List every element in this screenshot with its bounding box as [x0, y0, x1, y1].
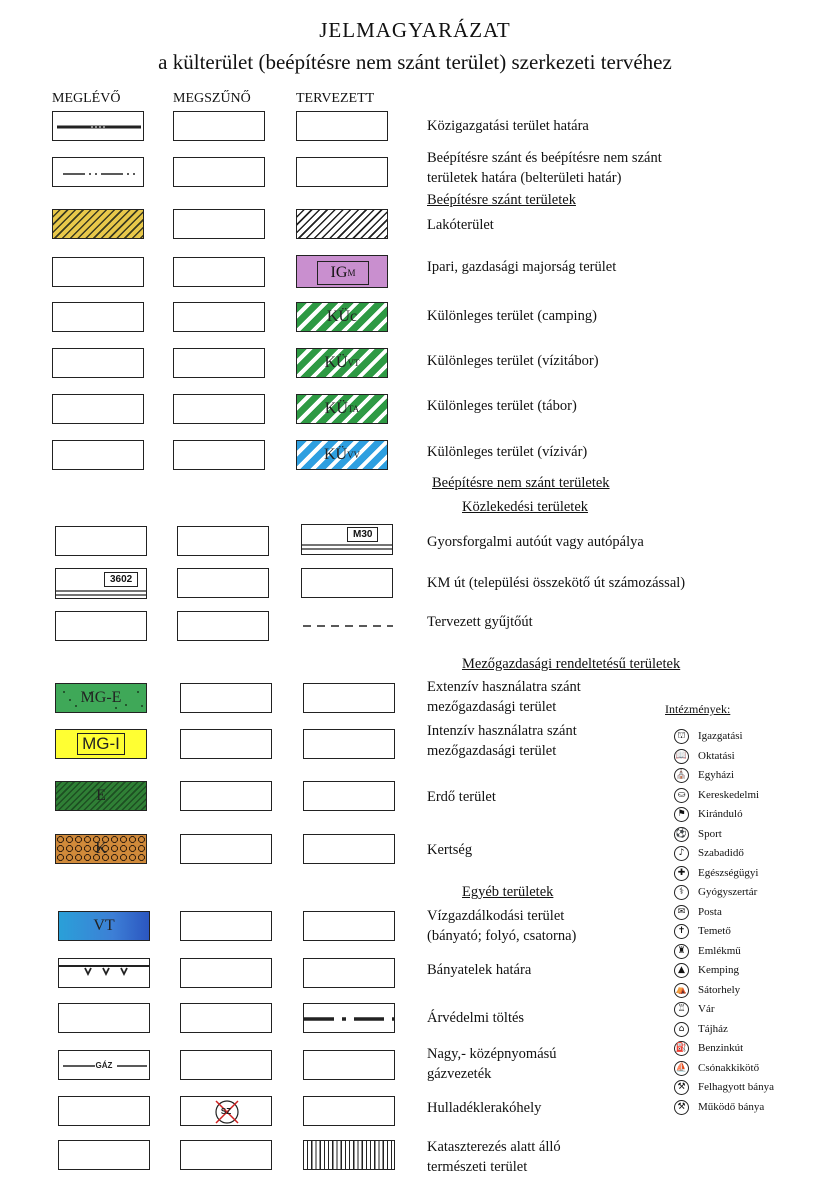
legend-flood-discontinued	[180, 1003, 272, 1033]
section-built: Beépítésre szánt területek	[427, 192, 576, 208]
pharmacy-icon: ⚕	[674, 885, 689, 900]
institution-label: Vár	[698, 1003, 715, 1015]
legend-intensive-agri-existing: MG-I	[55, 729, 147, 759]
label-intensive-agri: Intenzív használatra szánt mezőgazdasági terület	[427, 723, 577, 759]
legend-protected-discontinued	[180, 1140, 272, 1170]
sport-icon: ⚽	[674, 827, 689, 842]
institution-item	[674, 844, 744, 862]
institution-label: Egyházi	[698, 769, 735, 781]
institution-label: Tájház	[698, 1023, 728, 1035]
legend-flood-existing	[58, 1003, 150, 1033]
legend-collector-existing	[55, 611, 147, 641]
education-icon: 📖	[674, 749, 689, 764]
legend-waste-discontinued: SZ	[180, 1096, 272, 1126]
legend-forest-existing: E	[55, 781, 147, 811]
boat-icon: ⛵	[674, 1061, 689, 1076]
health-icon: ✚	[674, 866, 689, 881]
institution-label: Működő bánya	[698, 1101, 765, 1113]
legend-quarry-planned	[303, 958, 395, 988]
legend-expressway-discontinued	[177, 526, 269, 556]
legend-special-watercamp-discontinued	[173, 348, 265, 378]
label-flood: Árvédelmi töltés	[427, 1010, 525, 1026]
legend-gas-existing: GÁZ	[58, 1050, 150, 1080]
legend-expressway-planned: M30	[301, 524, 393, 555]
legend-inner-boundary-existing	[52, 157, 144, 187]
legend-special-camping-existing	[52, 302, 144, 332]
abandoned-mine-icon: ⚒	[674, 1080, 689, 1095]
legend-waste-existing	[58, 1096, 150, 1126]
label-protected: Kataszterezés alatt álló természeti terület	[427, 1139, 561, 1175]
legend-water-planned	[303, 911, 395, 941]
institution-label: Kiránduló	[698, 808, 743, 820]
monument-icon: ♜	[674, 944, 689, 959]
label-waste: Hulladéklerakóhely	[427, 1100, 542, 1116]
institution-item	[674, 1098, 764, 1116]
institutions-header: Intézmények:	[665, 702, 731, 716]
legend-km-road-discontinued	[177, 568, 269, 598]
administration-icon: ⛫	[674, 729, 689, 744]
legend-industrial-discontinued	[173, 257, 265, 287]
institution-label: Benzinkút	[698, 1042, 744, 1054]
legend-collector-planned	[301, 611, 393, 641]
column-existing: MEGLÉVŐ	[52, 91, 121, 106]
page-subtitle: a külterület (beépítésre nem szánt terület) szerkezeti tervéhez	[158, 50, 672, 74]
active-mine-icon: ⚒	[674, 1100, 689, 1115]
legend-residential-discontinued	[173, 209, 265, 239]
institution-label: Sport	[698, 828, 722, 840]
legend-residential-existing	[52, 209, 144, 239]
institution-item	[674, 766, 734, 784]
institution-label: Szabadidő	[698, 847, 744, 859]
church-icon: ⛪	[674, 768, 689, 783]
institution-item	[674, 805, 743, 823]
institution-item	[674, 1059, 759, 1077]
legend-waste-planned	[303, 1096, 395, 1126]
legend-garden-discontinued	[180, 834, 272, 864]
legend-inner-boundary-planned	[296, 157, 388, 187]
institution-item	[674, 883, 757, 901]
section-agri: Mezőgazdasági rendeltetésű területek	[462, 656, 681, 672]
legend-industrial-existing	[52, 257, 144, 287]
institution-label: Oktatási	[698, 750, 735, 762]
label-garden: Kertség	[427, 842, 473, 858]
legend-extensive-agri-discontinued	[180, 683, 272, 713]
legend-quarry-existing	[58, 958, 150, 988]
institution-label: Gyógyszertár	[698, 886, 758, 898]
legend-forest-discontinued	[180, 781, 272, 811]
label-special-watercastle: Különleges terület (vízivár)	[427, 444, 588, 460]
legend-forest-planned	[303, 781, 395, 811]
legend-admin-boundary-planned	[296, 111, 388, 141]
institution-item	[674, 1039, 743, 1057]
institution-label: Kemping	[698, 964, 739, 976]
institution-item	[674, 922, 731, 940]
institution-item	[674, 903, 722, 921]
legend-special-watercamp-planned: KÜ VT	[296, 348, 388, 378]
castle-icon: ♖	[674, 1002, 689, 1017]
label-residential: Lakóterület	[427, 217, 494, 233]
fuel-icon: ⛽	[674, 1041, 689, 1056]
legend-protected-planned	[303, 1140, 395, 1170]
institution-item	[674, 1078, 774, 1096]
institution-item	[674, 825, 722, 843]
column-planned: TERVEZETT	[296, 91, 375, 106]
institution-item	[674, 864, 758, 882]
label-water: Vízgazdálkodási terület (bányató; folyó, csatorna)	[427, 908, 577, 944]
label-collector: Tervezett gyűjtőút	[427, 614, 533, 630]
institution-item	[674, 786, 759, 804]
legend-expressway-existing	[55, 526, 147, 556]
institution-item	[674, 1020, 728, 1038]
legend-intensive-agri-planned	[303, 729, 395, 759]
legend-inner-boundary-discontinued	[173, 157, 265, 187]
institution-label: Posta	[698, 906, 722, 918]
legend-special-watercastle-planned: KÜ VV	[296, 440, 388, 470]
legend-special-watercastle-existing	[52, 440, 144, 470]
tent-icon: ⛺	[674, 983, 689, 998]
legend-km-road-planned	[301, 568, 393, 598]
legend-special-camp-discontinued	[173, 394, 265, 424]
legend-water-discontinued	[180, 911, 272, 941]
legend-special-camp-existing	[52, 394, 144, 424]
legend-quarry-discontinued	[180, 958, 272, 988]
label-expressway: Gyorsforgalmi autóút vagy autópálya	[427, 534, 644, 550]
farmhouse-icon: ⌂	[674, 1022, 689, 1037]
institution-label: Felhagyott bánya	[698, 1081, 775, 1093]
cemetery-icon: ✝	[674, 924, 689, 939]
label-admin-boundary: Közigazgatási terület határa	[427, 118, 589, 134]
label-industrial: Ipari, gazdasági majorság terület	[427, 259, 617, 275]
label-extensive-agri: Extenzív használatra szánt mezőgazdasági terület	[427, 679, 581, 715]
institution-label: Kereskedelmi	[698, 789, 760, 801]
label-forest: Erdő terület	[427, 789, 496, 805]
legend-admin-boundary-discontinued	[173, 111, 265, 141]
legend-water-existing: VT	[58, 911, 150, 941]
legend-extensive-agri-planned	[303, 683, 395, 713]
legend-residential-planned	[296, 209, 388, 239]
legend-garden-existing: K	[55, 834, 147, 864]
institution-label: Igazgatási	[698, 730, 743, 742]
institution-item	[674, 1000, 715, 1018]
post-icon: ✉	[674, 905, 689, 920]
institution-label: Temető	[698, 925, 731, 937]
legend-admin-boundary-existing	[52, 111, 144, 141]
legend-special-watercamp-existing	[52, 348, 144, 378]
legend-gas-discontinued	[180, 1050, 272, 1080]
legend-special-camp-planned: KÜ TA	[296, 394, 388, 424]
label-inner-boundary: Beépítésre szánt és beépítésre nem szánt területek határa (belterületi határ)	[427, 150, 662, 186]
institution-label: Emlékmű	[698, 945, 741, 957]
commerce-icon: ⛀	[674, 788, 689, 803]
institution-label: Csónakkikötő	[698, 1062, 760, 1074]
label-quarry: Bányatelek határa	[427, 962, 532, 978]
institution-label: Egészségügyi	[698, 867, 759, 879]
section-nonbuilt: Beépítésre nem szánt területek	[432, 475, 610, 491]
section-transport: Közlekedési területek	[462, 499, 589, 515]
institution-item	[674, 961, 739, 979]
legend-special-camping-discontinued	[173, 302, 265, 332]
institution-item	[674, 727, 743, 745]
legend-extensive-agri-existing: MG-E	[55, 683, 147, 713]
institution-item	[674, 942, 741, 960]
institution-item	[674, 981, 740, 999]
label-special-watercamp: Különleges terület (vízitábor)	[427, 353, 599, 369]
legend-special-camping-planned: KÜc	[296, 302, 388, 332]
camping-icon: ▲	[674, 963, 689, 978]
excursion-icon: ⚑	[674, 807, 689, 822]
legend-garden-planned	[303, 834, 395, 864]
institution-label: Sátorhely	[698, 984, 741, 996]
legend-special-watercastle-discontinued	[173, 440, 265, 470]
legend-protected-existing	[58, 1140, 150, 1170]
leisure-icon: ♪	[674, 846, 689, 861]
label-special-camp: Különleges terület (tábor)	[427, 398, 577, 414]
legend-intensive-agri-discontinued	[180, 729, 272, 759]
institution-item	[674, 747, 735, 765]
label-special-camping: Különleges terület (camping)	[427, 308, 597, 324]
legend-flood-planned	[303, 1003, 395, 1033]
page-title: JELMAGYARÁZAT	[319, 18, 511, 42]
legend-gas-planned	[303, 1050, 395, 1080]
column-discontinued: MEGSZŰNŐ	[173, 91, 251, 106]
legend-km-road-existing: 3602	[55, 568, 147, 599]
label-km-road: KM út (települési összekötő út számozással)	[427, 575, 686, 591]
section-other: Egyéb területek	[462, 884, 554, 900]
legend-collector-discontinued	[177, 611, 269, 641]
legend-industrial-planned: IG M	[296, 255, 388, 288]
label-gas: Nagy,- középnyomású gázvezeték	[427, 1046, 557, 1082]
